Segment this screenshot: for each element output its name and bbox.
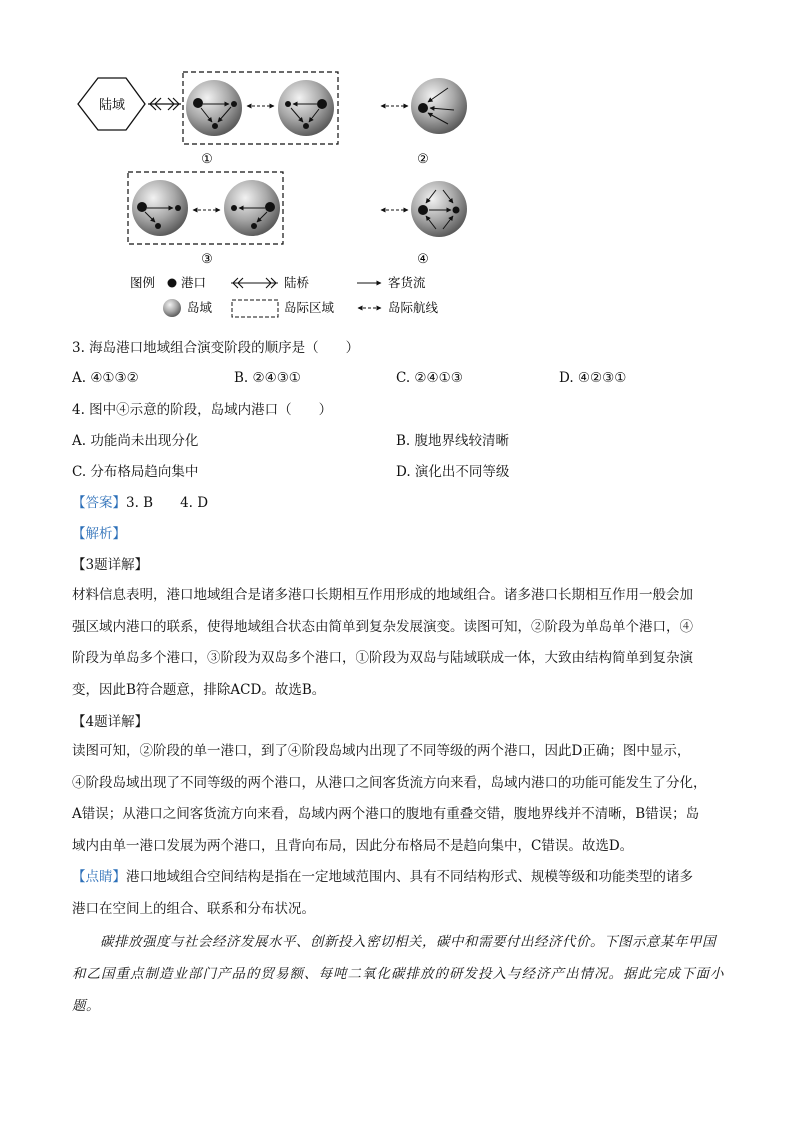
analysis-label: 【解析】 xyxy=(72,526,126,542)
stage-label-3: ③ xyxy=(201,252,213,267)
q3-detail-title: 【3题详解】 xyxy=(72,557,149,573)
q3-option-b: B. ②④③① xyxy=(234,370,301,386)
material-line: 和乙国重点制造业部门产品的贸易额、每吨二氧化碳排放的研发投入与经济产出情况。据此完成下面小题。 xyxy=(72,966,724,1014)
answer-text: 3. B 4. D xyxy=(126,495,209,511)
note-label: 【点睛】 xyxy=(72,869,126,885)
q3-option-c: C. ②④①③ xyxy=(396,370,463,386)
mainland-label: 陆域 xyxy=(98,98,126,113)
island-1a xyxy=(186,80,242,136)
q3-option-d: D. ④②③① xyxy=(559,370,627,386)
q4-option-c: C. 分布格局趋向集中 xyxy=(72,464,199,480)
q4-detail-body xyxy=(72,736,724,862)
bridge-symbol-icon xyxy=(231,278,278,288)
q3-stem: 3. 海岛港口地域组合演变阶段的顺序是（ ） xyxy=(72,340,360,356)
legend-label-port: 港口 xyxy=(181,275,207,290)
q4-detail-line: A错误；从港口之间客货流方向来看，岛域内两个港口的腹地有重叠交错，腹地界线并不清晰，B错误；岛 xyxy=(72,806,700,822)
note-line: 港口在空间上的组合、联系和分布状况。 xyxy=(72,900,315,917)
island-4 xyxy=(411,181,467,237)
q3-detail-line: 强区域内港口的联系，使得地域组合状态由简单到复杂发展演变。读图可知，②阶段为单岛单个港口，④ xyxy=(72,618,693,635)
island-1b xyxy=(278,80,334,136)
q3-detail-line: 材料信息表明，港口地域组合是诸多港口长期相互作用形成的地域组合。诸多港口长期相互作用一般会加 xyxy=(72,587,693,603)
legend-label-bridge: 陆桥 xyxy=(284,275,310,290)
q4-detail-line: 读图可知，②阶段的单一港口，到了④阶段岛域内出现了不同等级的两个港口，因此D正确；图中显示， xyxy=(72,743,691,759)
island-3b xyxy=(224,180,280,236)
q4-stem: 4. 图中④示意的阶段，岛域内港口（ ） xyxy=(72,402,333,418)
land-bridge-symbol xyxy=(148,98,181,110)
legend-label-region: 岛际区域 xyxy=(284,300,335,315)
q4-option-d: D. 演化出不同等级 xyxy=(396,464,510,480)
legend xyxy=(130,275,439,317)
material-line: 碳排放强度与社会经济发展水平、创新投入密切相关，碳中和需要付出经济代价。下图示意某年甲国 xyxy=(72,934,716,950)
stage-label-1: ① xyxy=(201,152,213,167)
legend-title: 图例 xyxy=(130,275,156,290)
island-sphere-icon xyxy=(163,299,181,317)
stage-label-4: ④ xyxy=(417,252,429,267)
q4-option-b: B. 腹地界线较清晰 xyxy=(396,433,510,449)
legend-label-island: 岛域 xyxy=(187,300,213,315)
q3-option-a: A. ④①③② xyxy=(72,370,139,386)
note-body xyxy=(72,862,724,925)
stage-label-2: ② xyxy=(417,152,429,167)
q4-detail-line: ④阶段岛域出现了不同等级的两个港口，从港口之间客货流方向来看，岛域内港口的功能可能发生了分化， xyxy=(72,774,707,791)
q4-option-a: A. 功能尚未出现分化 xyxy=(72,433,199,449)
legend-label-route: 岛际航线 xyxy=(388,300,439,315)
dashed-box-icon xyxy=(232,300,278,317)
q4-detail-line: 域内由单一港口发展为两个港口，且背向布局，因此分布格局不是趋向集中，C错误。故选D。 xyxy=(72,837,634,854)
q3-detail-line: 阶段为单岛多个港口，③阶段为双岛多个港口，①阶段为双岛与陆域联成一体，大致由结构简单到复杂演 xyxy=(72,650,693,666)
q3-detail-line: 变，因此B符合题意，排除ACD。故选B。 xyxy=(72,681,326,698)
q4-detail-title: 【4题详解】 xyxy=(72,714,149,730)
island-3a xyxy=(132,180,188,236)
port-evolution-figure xyxy=(0,0,793,330)
next-material xyxy=(72,926,724,1022)
answer-label: 【答案】 xyxy=(72,495,126,511)
port-dot-icon xyxy=(168,279,177,288)
island-2 xyxy=(411,78,467,134)
answer-line xyxy=(72,494,208,512)
legend-label-flow: 客货流 xyxy=(388,275,426,290)
note-line: 【点睛】港口地域组合空间结构是指在一定地域范围内、具有不同结构形式、规模等级和功能类型的诸多 xyxy=(72,869,693,885)
mainland-hexagon xyxy=(78,78,145,130)
q3-detail-body xyxy=(72,580,724,706)
